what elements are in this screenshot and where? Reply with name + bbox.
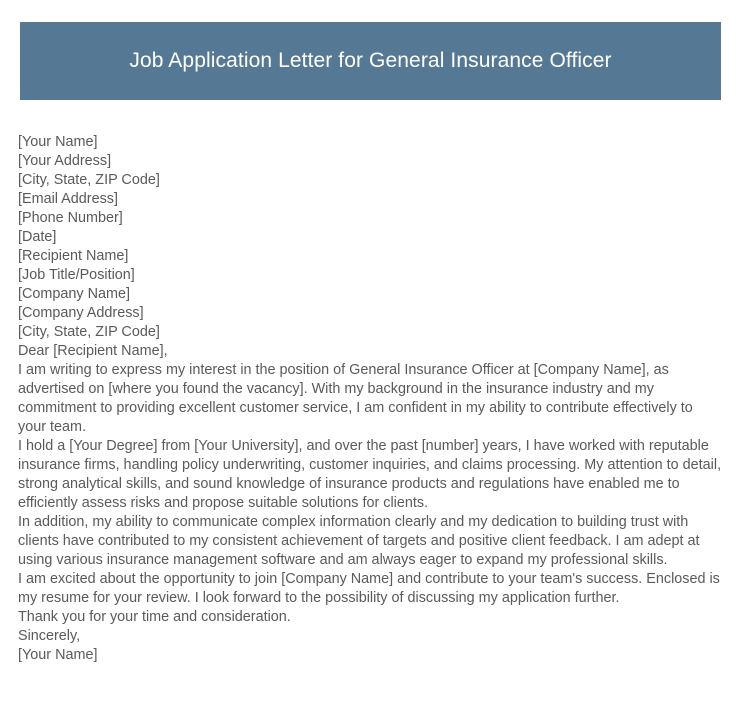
recipient-line-company-address: [Company Address] — [18, 305, 144, 321]
recipient-line-name: [Recipient Name] — [18, 248, 129, 264]
recipient-line-job-title: [Job Title/Position] — [18, 267, 135, 283]
body-paragraph-4: I am excited about the opportunity to join [Company Name] and contribute to your team's success. Enclosed is my resume for your review. I look forward to the possibility of discussing my application further. — [18, 571, 720, 606]
sender-line-city-state-zip: [City, State, ZIP Code] — [18, 172, 160, 188]
body-paragraph-5: Thank you for your time and consideration. — [18, 609, 291, 625]
body-paragraph-3: In addition, my ability to communicate complex information clearly and my dedication to building trust with clients have contributed to my consistent achievement of targets and positive client feedback. I am adept at using various insurance management software and am always eager to expand my professional skills. — [18, 514, 700, 568]
recipient-line-city-state-zip: [City, State, ZIP Code] — [18, 324, 160, 340]
page-title: Job Application Letter for General Insurance Officer — [129, 49, 612, 72]
sender-line-address: [Your Address] — [18, 153, 112, 169]
salutation: Dear [Recipient Name], — [18, 343, 168, 359]
letter-body — [18, 133, 724, 665]
sender-line-phone: [Phone Number] — [18, 210, 123, 226]
closing: Sincerely, — [18, 628, 81, 644]
body-paragraph-2: I hold a [Your Degree] from [Your University], and over the past [number] years, I have worked with reputable insurance firms, handling policy underwriting, customer inquiries, and claims processing. My attention to detail, strong analytical skills, and sound knowledge of insurance products and regulations have enabled me to efficiently assess risks and propose suitable solutions for clients. — [18, 438, 722, 511]
signature: [Your Name] — [18, 647, 98, 663]
recipient-line-company-name: [Company Name] — [18, 286, 130, 302]
sender-line-name: [Your Name] — [18, 134, 98, 150]
letter-header-banner — [20, 22, 721, 100]
sender-line-email: [Email Address] — [18, 191, 118, 207]
sender-line-date: [Date] — [18, 229, 57, 245]
body-paragraph-1: I am writing to express my interest in the position of General Insurance Officer at [Company Name], as advertised on [where you found the vacancy]. With my background in the insurance industry and my commitment to providing excellent customer service, I am confident in my ability to contribute effectively to your team. — [18, 362, 693, 435]
